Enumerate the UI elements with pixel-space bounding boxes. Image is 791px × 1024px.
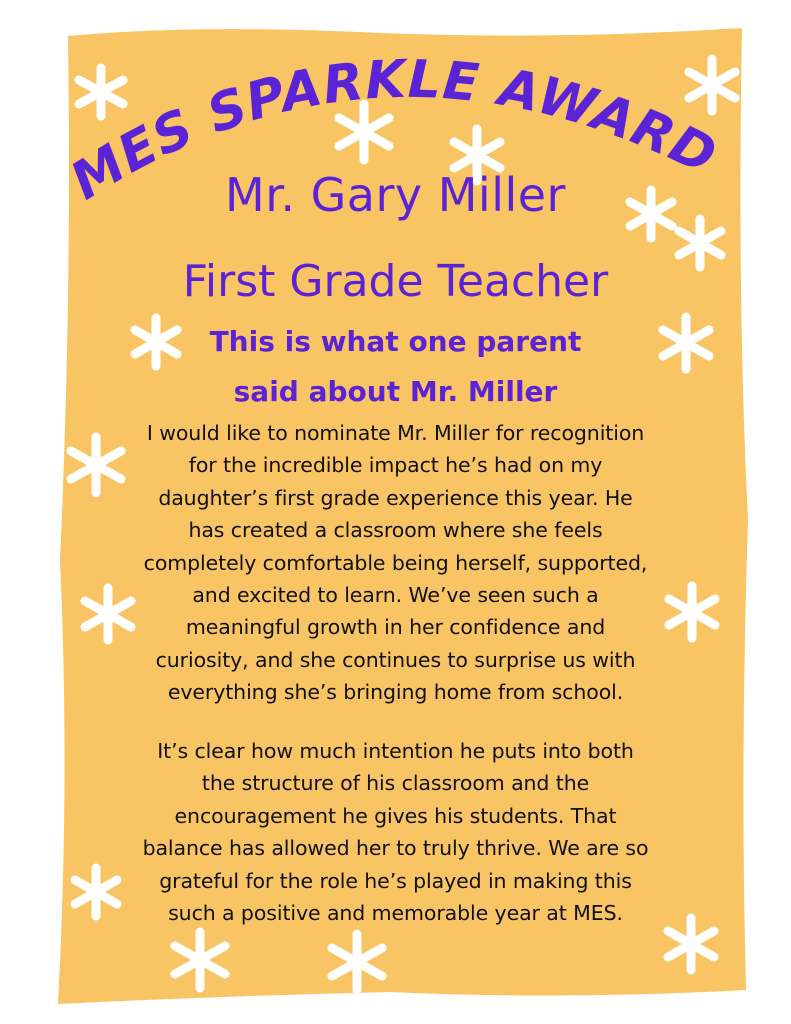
quote-line: for the incredible impact he’s had on my bbox=[188, 453, 603, 478]
award-title-text: MES SPARKLE AWARD bbox=[60, 49, 726, 212]
intro-heading bbox=[60, 317, 731, 417]
quote-line: and excited to learn. We’ve seen such a bbox=[192, 583, 599, 608]
quote-line: I would like to nominate Mr. Miller for recognition bbox=[146, 421, 645, 445]
parent-quote-paragraph-1 bbox=[95, 417, 696, 709]
parent-quote-paragraph-2 bbox=[95, 735, 696, 929]
recipient-name: Mr. Gary Miller bbox=[225, 168, 566, 222]
quote-line: encouragement he gives his students. That bbox=[174, 803, 617, 828]
quote-line: has created a classroom where she feels bbox=[188, 518, 603, 543]
quote-line: curiosity, and she continues to surprise us with bbox=[155, 647, 636, 672]
quote-line: balance has allowed her to truly thrive. We are so bbox=[142, 836, 649, 861]
recipient-role: First Grade Teacher bbox=[182, 256, 609, 307]
intro-line-2: said about Mr. Miller bbox=[233, 375, 558, 408]
quote-line: It’s clear how much intention he puts into both bbox=[157, 739, 634, 763]
quote-line: grateful for the role he’s played in making this bbox=[159, 868, 632, 893]
quote-line: the structure of his classroom and the bbox=[201, 771, 590, 796]
quote-line: completely comfortable being herself, supported, bbox=[143, 550, 648, 575]
quote-line: meaningful growth in her confidence and bbox=[185, 615, 606, 640]
quote-line: everything she’s bringing home from school. bbox=[167, 680, 624, 705]
quote-line: daughter’s first grade experience this year. He bbox=[158, 485, 633, 510]
quote-line: such a positive and memorable year at MES. bbox=[168, 901, 623, 926]
intro-line-1: This is what one parent bbox=[209, 325, 582, 358]
